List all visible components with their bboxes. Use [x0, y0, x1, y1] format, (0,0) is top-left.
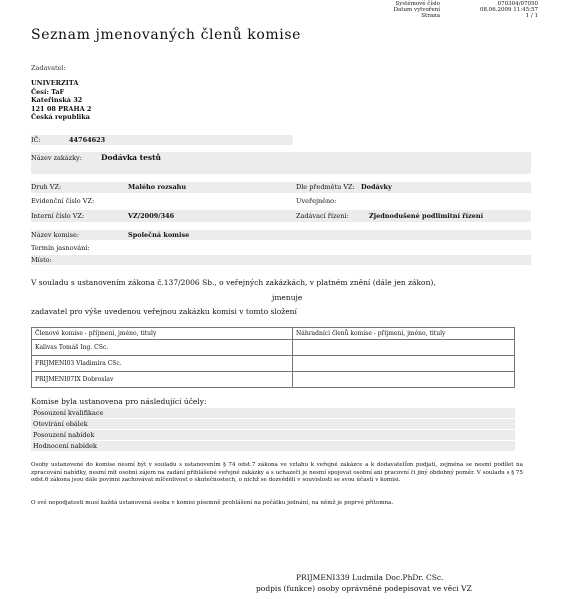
druh-value: Malého rozsahu: [128, 183, 187, 191]
purpose-item: Posouzení kvalifikace: [31, 408, 515, 418]
purpose-item: Otevírání obálek: [31, 419, 515, 429]
signature-name: PRIJMENI339 Ludmila Doc.PhDr. CSc.: [296, 573, 444, 582]
substitute-cell: [293, 340, 515, 356]
table-row: [32, 356, 515, 372]
col2-header: Náhradníci členů komise - příjmení, jméno, tituly: [293, 328, 515, 340]
komise-misto-label: Místo:: [31, 256, 52, 264]
dle-predmetu-value: Dodávky: [361, 183, 392, 191]
druh-label: Druh VZ:: [31, 183, 62, 191]
table-header-row: [32, 328, 515, 340]
ic-value: 44764623: [69, 136, 106, 144]
komise-nazev-value: Společná komise: [128, 231, 190, 239]
rizeni-value: Zjednodušené podlimitní řízení: [369, 212, 484, 220]
zadavatel-address: [31, 79, 91, 122]
nazev-zakazky-value: Dodávka testů: [101, 153, 162, 162]
evidencni-row: [31, 196, 531, 207]
meta-key: Datum vytvoření: [393, 7, 440, 13]
statement-line2: jmenuje: [272, 293, 303, 302]
komise-misto-row: [31, 255, 531, 265]
table-row: [32, 372, 515, 388]
member-cell: FRIJMENI03 Vladimíra CSc.: [32, 356, 293, 372]
nazev-zakazky-label: Název zakázky:: [31, 154, 82, 162]
meta-key: Strana: [421, 13, 440, 19]
komise-termin-label: Termín jasnování:: [31, 244, 90, 252]
druh-row: [31, 182, 531, 193]
meta-value: 1 / 1: [525, 13, 538, 19]
komise-termin-row: [31, 243, 531, 253]
legal-paragraph-2: O své nepodjatosti musí každá ustanovená osoba v komisi písemně prohlášení na počátku jednání, na němž je poprvé přítomna.: [31, 500, 394, 506]
address-line: UNIVERZITA: [31, 79, 79, 87]
evidencni-label: Evidenční číslo VZ:: [31, 197, 95, 205]
interni-label: Interní číslo VZ:: [31, 212, 85, 220]
col1-header: Členové komise - příjmení, jméno, tituly: [32, 328, 293, 340]
meta-block: [390, 1, 538, 19]
member-cell: PRIJMENI07IX Dobroslav: [32, 372, 293, 388]
komise-nazev-row: [31, 230, 531, 240]
purposes-heading: Komise byla ustanovena pro následující účely:: [31, 397, 207, 406]
table-row: [32, 340, 515, 356]
substitute-cell: [293, 356, 515, 372]
purpose-item: Posouzení nabídek: [31, 430, 515, 440]
legal-paragraph: Osoby ustanovené do komise nesmí být v souladu s ustanovením § 74 odst.7 zákona ve vztahu k veřejné zakázce a k dodavatelům podjatí, zejména se nesmí podílet na zpracování nabídky, nesmí mít osobní zájem na zadání přihlášené veřejné zakázky a s uchazeči je nesmí spojovat osobní ani pracovní či jiný obdobný poměr. V souladu s § 75 odst.6 zákona jsou dále povinni zachovávat mlčenlivost o skutečnostech, o nichž se dozvěděli v souvislosti se svou účastí v komisi.: [31, 462, 523, 484]
zadavatel-label: Zadavatel:: [31, 64, 66, 72]
komise-nazev-label: Název komise:: [31, 231, 80, 239]
ic-row: [31, 135, 293, 145]
members-table: [31, 327, 515, 388]
statement-line1: V souladu s ustanovením zákona č.137/2006 Sb., o veřejných zakázkách, v platném znění (dále jen zákon),: [31, 278, 436, 287]
nazev-zakazky-row: [31, 152, 531, 174]
purposes-list: [31, 408, 515, 452]
page-title: Seznam jmenovaných členů komise: [31, 27, 301, 43]
purpose-item: Hodnocení nabídek: [31, 441, 515, 451]
meta-value: 08.06.2009 11:45:57: [480, 7, 538, 13]
signature-role: podpis (funkce) osoby oprávněné podepisovat ve věci VZ: [256, 584, 472, 593]
member-cell: Kalivas Tomáš Ing. CSc.: [32, 340, 293, 356]
meta-value: 070304/07050: [497, 1, 538, 7]
uverejneno-label: Uveřejněno:: [296, 197, 337, 205]
rizeni-label: Zadávací řízení:: [296, 212, 349, 220]
address-line: Kateřinská 32: [31, 96, 83, 104]
ic-label: IČ:: [31, 136, 41, 144]
interni-row: [31, 210, 531, 222]
dle-predmetu-label: Dle předmětu VZ:: [296, 183, 355, 191]
substitute-cell: [293, 372, 515, 388]
address-line: Česká republika: [31, 113, 90, 121]
interni-value: VZ/2009/346: [128, 212, 175, 220]
meta-key: Systémové číslo: [395, 1, 440, 7]
address-line: 121 08 PRAHA 2: [31, 104, 92, 113]
statement-line3: zadavatel pro výše uvedenou veřejnou zakázku komisi v tomto složení: [31, 307, 297, 316]
address-line: Česí: TaF: [31, 87, 65, 96]
